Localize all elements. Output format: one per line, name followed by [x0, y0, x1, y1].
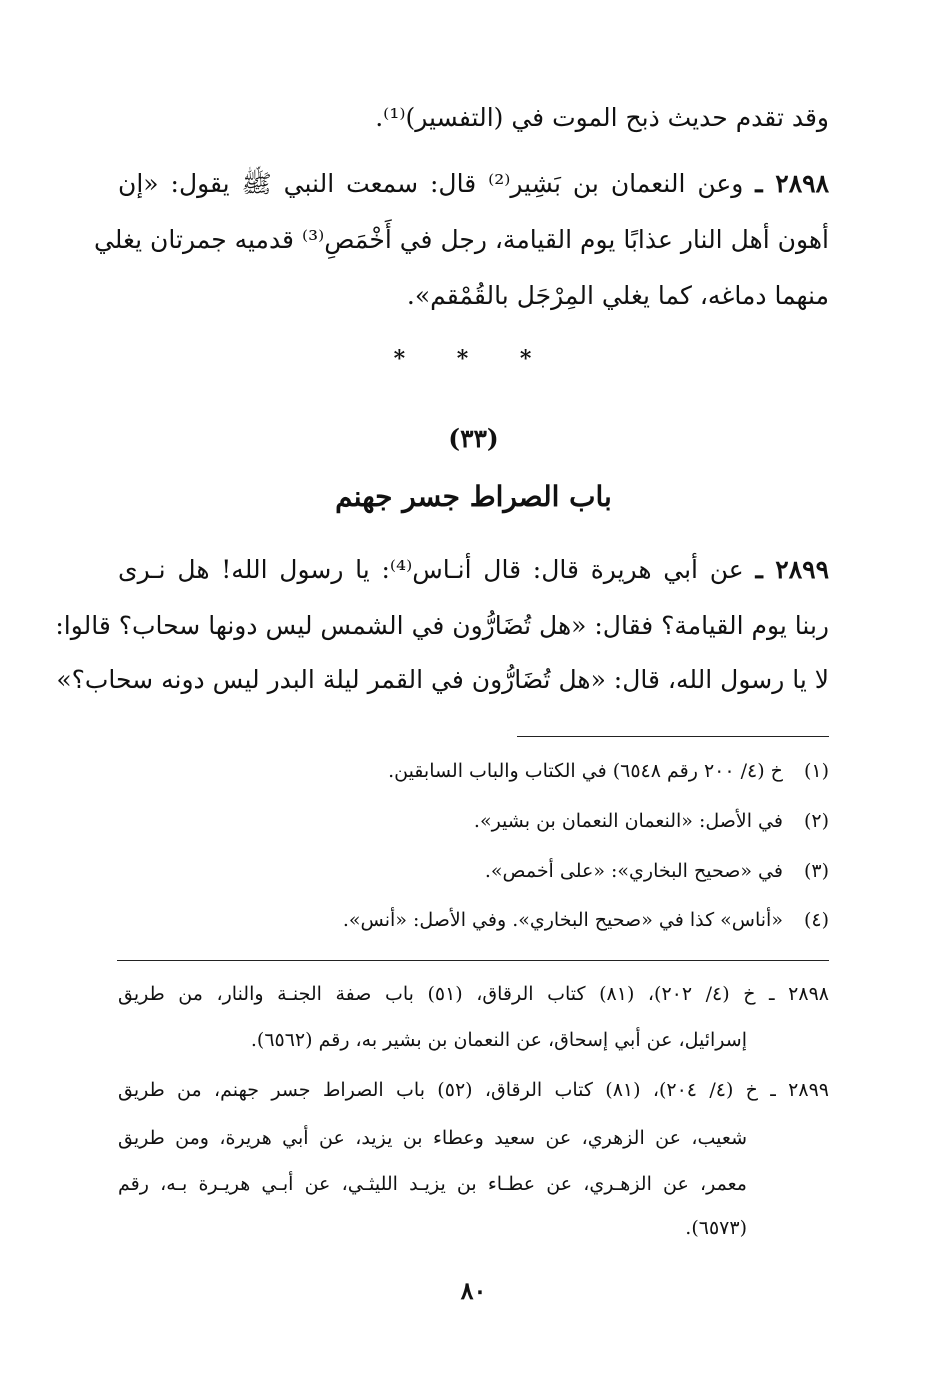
hadith-text: لا يا رسول الله، قال: «هل تُضَارُّون في القمر ليلة البدر ليس دونه سحاب؟»	[56, 665, 829, 694]
footnote-text: «أناس» كذا في «صحيح البخاري». وفي الأصل: «أنس».	[342, 909, 783, 931]
hadith-number: ٢٨٩٩ ـ	[755, 555, 829, 584]
footnote-4	[118, 905, 829, 935]
intro-sentence: وقد تقدم حديث ذبح الموت في (التفسير)⁽¹⁾.	[375, 103, 829, 132]
source-2898-line-2: إسرائيل، عن أبي إسحاق، عن النعمان بن بشير به، رقم (٦٥٦٢).	[250, 1029, 747, 1051]
footnote-number: (٢)	[803, 810, 829, 832]
footnote-text: في «صحيح البخاري»: «على أخمص».	[484, 860, 783, 882]
text-line-1	[118, 98, 829, 138]
footnote-3	[118, 856, 829, 886]
footnote-2	[118, 806, 829, 836]
footnote-number: (٣)	[803, 860, 829, 882]
hadith-2898-line-3	[118, 276, 829, 316]
source-2899-line-1: ٢٨٩٩ ـ خ (٤/ ٢٠٤)، (٨١) كتاب الرقاق، (٥٢) باب الصراط جسر جهنم، من طريق	[118, 1079, 829, 1101]
footnote-1	[118, 756, 829, 786]
hadith-2899-line-1	[118, 550, 829, 590]
chapter-title: باب الصراط جسر جهنم	[335, 480, 612, 513]
source-2899-line-2: شعيب، عن الزهري، عن سعيد وعطاء بن يزيد، عن أبي هريرة، ومن طريق	[118, 1127, 747, 1149]
sources-separator	[117, 960, 829, 961]
hadith-2899-line-3	[56, 660, 829, 700]
footnote-separator	[517, 736, 829, 737]
hadith-text: منهما دماغه، كما يغلي المِرْجَل بالقُمْقم».	[406, 281, 829, 310]
source-2899-line-4: (٦٥٧٣).	[685, 1217, 747, 1239]
hadith-2898-line-1	[118, 164, 829, 204]
page-number: ٨٠	[460, 1276, 487, 1305]
hadith-text: عن أبي هريرة قال: قال أنـاس⁽⁴⁾: يا رسول الله! هل نـرى	[118, 555, 744, 584]
source-2899-line-3: معمر، عن الزهـري، عن عطـاء بن يزيـد الليثـي، عن أبـي هريـرة بـه، رقم	[118, 1173, 747, 1195]
hadith-text: أهون أهل النار عذابًا يوم القيامة، رجل في أَخْمَصِ⁽³⁾ قدميه جمرتان يغلي	[93, 225, 829, 254]
source-2898-line-1: ٢٨٩٨ ـ خ (٤/ ٢٠٢)، (٨١) كتاب الرقاق، (٥١) باب صفة الجنـة والنار، من طريق	[118, 983, 829, 1005]
footnote-number: (٤)	[803, 909, 829, 931]
hadith-text: ربنا يوم القيامة؟ فقال: «هل تُضَارُّون في الشمس ليس دونها سحاب؟ قالوا:	[55, 611, 829, 640]
hadith-text: وعن النعمان بن بَشِير⁽²⁾ قال: سمعت النبي ﷺ يقول: «إن	[118, 169, 744, 198]
hadith-number: ٢٨٩٨ ـ	[755, 169, 829, 198]
footnote-text: في الأصل: «النعمان النعمان بن بشير».	[473, 810, 783, 832]
footnote-number: (١)	[803, 760, 829, 782]
hadith-2898-line-2	[93, 220, 829, 260]
section-separator-stars: * * *	[393, 346, 554, 372]
hadith-2899-line-2	[55, 606, 829, 646]
footnote-text: خ (٤/ ٢٠٠ رقم ٦٥٤٨) في الكتاب والباب السابقين.	[388, 760, 783, 782]
chapter-number: (٣٣)	[448, 424, 499, 453]
